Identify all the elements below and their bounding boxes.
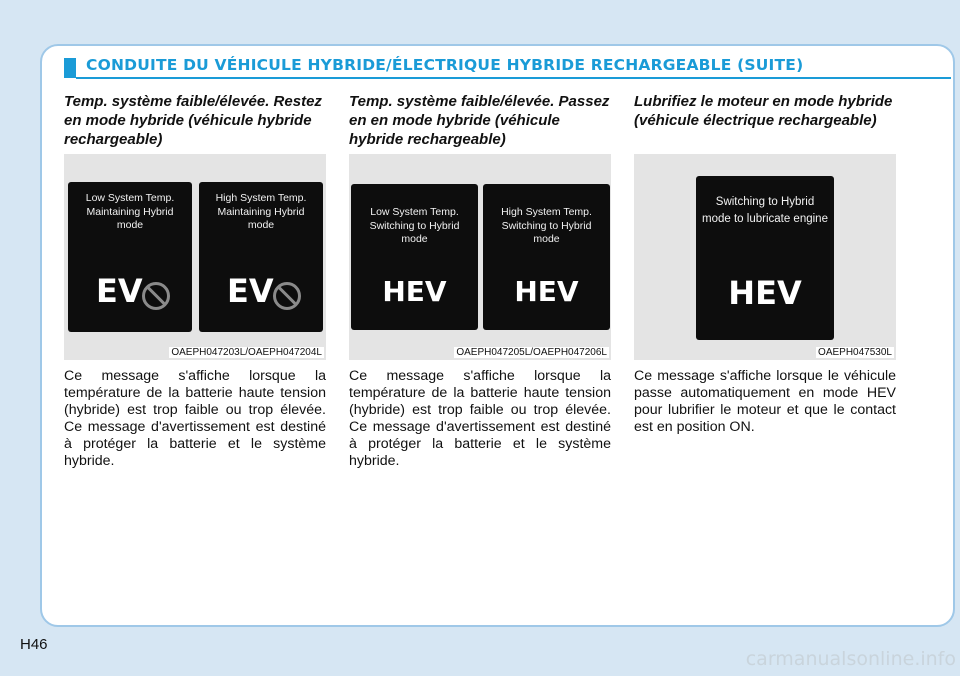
screen-message: Low System Temp. Switching to Hybrid mode [369,206,460,245]
section-lubricate-engine [634,92,896,436]
cluster-screen [351,184,478,330]
section-low-high-temp-stay-hybrid [64,92,326,470]
prohibited-icon [273,282,301,310]
section-heading: Lubrifiez le moteur en mode hybride (véhicule électrique rechargeable) [634,93,893,129]
cluster-screen [483,184,610,330]
cluster-screen [199,182,323,332]
figure-code: OAEPH047203L/OAEPH047204L [171,347,322,358]
hev-mode-label: HEV [728,274,802,312]
hev-mode-label: HEV [514,275,579,308]
figure-code: OAEPH047530L [818,347,892,358]
cluster-screen [696,176,834,340]
screen-message: Low System Temp. Maintaining Hybrid mode [85,192,175,231]
figure-code: OAEPH047205L/OAEPH047206L [456,347,607,358]
ev-mode-label: EV [227,272,274,310]
section-heading: Temp. système faible/élevée. Passez en en mode hybride (véhicule hybride rechargeable) [349,93,610,148]
cluster-screen [68,182,192,332]
header-accent-bar [64,58,76,78]
screen-message: Switching to Hybrid mode to lubricate engine [702,196,828,225]
section-heading: Temp. système faible/élevée. Restez en mode hybride (véhicule hybride rechargeable) [64,93,322,148]
header-rule [76,77,951,79]
screen-message: High System Temp. Switching to Hybrid mode [501,206,592,245]
prohibited-icon [142,282,170,310]
cluster-figure [64,154,326,360]
section-low-high-temp-switch-hybrid [349,92,611,470]
hev-mode-label: HEV [382,275,447,308]
cluster-figure [634,154,896,360]
ev-mode-label: EV [96,272,143,310]
screen-message: High System Temp. Maintaining Hybrid mode [215,192,307,231]
section-body: Ce message s'affiche lorsque la température de la batterie haute tension (hybride) est trop faible ou trop élevée. Ce message d'avertissement est destiné à protéger la batterie et le système hybride. [349,368,611,469]
cluster-figure [349,154,611,360]
section-body: Ce message s'affiche lorsque le véhicule passe automatiquement en mode HEV pour lubrifier le moteur et que le contact est en position ON. [634,368,896,435]
section-title: CONDUITE DU VÉHICULE HYBRIDE/ÉLECTRIQUE HYBRIDE RECHARGEABLE (SUITE) [86,56,804,74]
page-number: H46 [20,636,48,653]
watermark: carmanualsonline.info [745,648,956,670]
section-body: Ce message s'affiche lorsque la température de la batterie haute tension (hybride) est trop faible ou trop élevée. Ce message d'avertissement est destiné à protéger la batterie et le système hybride. [64,368,326,469]
